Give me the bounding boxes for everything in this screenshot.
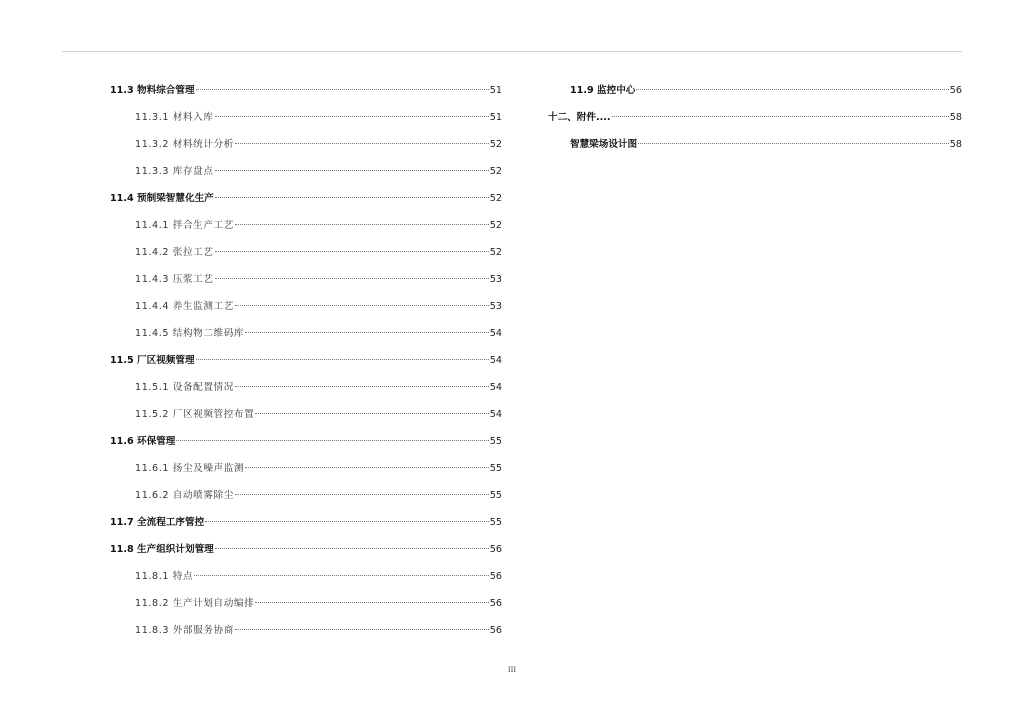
- toc-entry-title: 11.4.3 压浆工艺: [135, 274, 214, 285]
- toc-entry[interactable]: [110, 512, 502, 539]
- toc-entry-title: 11.3.3 库存盘点: [135, 166, 214, 177]
- toc-entry-title: 11.6 环保管理: [110, 436, 176, 447]
- toc-entry[interactable]: [110, 620, 502, 647]
- toc-entry[interactable]: [548, 80, 962, 107]
- toc-entry-page: 52: [489, 220, 502, 231]
- toc-entry-page: 54: [489, 409, 502, 420]
- toc-entry-page: 52: [489, 166, 502, 177]
- toc-entry[interactable]: [110, 80, 502, 107]
- toc-dot-leader: [235, 143, 489, 144]
- toc-entry-page: 56: [949, 85, 962, 96]
- toc-entry[interactable]: [110, 269, 502, 296]
- toc-entry[interactable]: [548, 107, 962, 134]
- toc-dot-leader: [215, 197, 489, 198]
- toc-dot-leader: [215, 170, 489, 171]
- toc-entry[interactable]: [110, 458, 502, 485]
- toc-dot-leader: [196, 359, 489, 360]
- toc-entry[interactable]: [110, 404, 502, 431]
- toc-entry-page: 51: [489, 112, 502, 123]
- toc-dot-leader: [194, 575, 489, 576]
- toc-entry[interactable]: [548, 134, 962, 161]
- toc-entry-page: 52: [489, 193, 502, 204]
- toc-entry-title: 11.8.3 外部服务协商: [135, 625, 234, 636]
- toc-dot-leader: [176, 440, 488, 441]
- toc-entry[interactable]: [110, 296, 502, 323]
- toc-entry-title: 11.3.1 材料入库: [135, 112, 214, 123]
- toc-entry-title: 11.5.1 设备配置情况: [135, 382, 234, 393]
- toc-dot-leader: [205, 521, 489, 522]
- toc-entry-page: 56: [489, 544, 502, 555]
- toc-entry[interactable]: [110, 107, 502, 134]
- toc-entry-page: 55: [489, 436, 502, 447]
- toc-entry-page: 53: [489, 301, 502, 312]
- toc-entry[interactable]: [110, 350, 502, 377]
- toc-entry-title: 11.5.2 厂区视频管控布置: [135, 409, 255, 420]
- toc-entry-title: 11.8.1 特点: [135, 571, 194, 582]
- toc-entry[interactable]: [110, 188, 502, 215]
- toc-entry-page: 55: [489, 490, 502, 501]
- toc-dot-leader: [255, 413, 488, 414]
- toc-entry[interactable]: [110, 134, 502, 161]
- toc-entry-page: 56: [489, 598, 502, 609]
- toc-entry-title: 11.9 监控中心: [570, 85, 636, 96]
- toc-entry-page: 58: [949, 139, 962, 150]
- toc-entry[interactable]: [110, 593, 502, 620]
- toc-entry-page: 55: [489, 517, 502, 528]
- toc-dot-leader: [245, 332, 489, 333]
- footer-page-number: III: [507, 666, 517, 674]
- toc-dot-leader: [245, 467, 489, 468]
- toc-entry-title: 十二、附件....: [548, 112, 611, 123]
- toc-entry-title: 11.4.4 养生监测工艺: [135, 301, 234, 312]
- toc-dot-leader: [235, 494, 489, 495]
- toc-dot-leader: [215, 278, 489, 279]
- toc-entry[interactable]: [110, 242, 502, 269]
- toc-entry[interactable]: [110, 485, 502, 512]
- toc-dot-leader: [215, 251, 489, 252]
- toc-dot-leader: [636, 89, 948, 90]
- toc-column-left: [110, 80, 502, 647]
- toc-entry-title: 11.6.2 自动喷雾除尘: [135, 490, 234, 501]
- toc-entry-page: 55: [489, 463, 502, 474]
- toc-entry-title: 11.5 厂区视频管理: [110, 355, 195, 366]
- toc-entry-title: 11.3 物料综合管理: [110, 85, 195, 96]
- toc-entry[interactable]: [110, 377, 502, 404]
- toc-dot-leader: [255, 602, 488, 603]
- toc-dot-leader: [235, 224, 489, 225]
- toc-entry[interactable]: [110, 566, 502, 593]
- toc-entry-page: 56: [489, 571, 502, 582]
- toc-entry-title: 智慧梁场设计图: [570, 139, 638, 150]
- toc-entry[interactable]: [110, 431, 502, 458]
- toc-entry-page: 52: [489, 247, 502, 258]
- toc-entry-title: 11.6.1 扬尘及噪声监测: [135, 463, 245, 474]
- toc-entry-page: 51: [489, 85, 502, 96]
- header-rule: [62, 51, 962, 52]
- toc-entry-page: 53: [489, 274, 502, 285]
- toc-entry-page: 54: [489, 382, 502, 393]
- toc-dot-leader: [235, 629, 489, 630]
- toc-entry-title: 11.4 预制梁智慧化生产: [110, 193, 214, 204]
- toc-entry-page: 54: [489, 328, 502, 339]
- toc-dot-leader: [235, 386, 489, 387]
- toc-entry[interactable]: [110, 539, 502, 566]
- toc-entry-page: 58: [949, 112, 962, 123]
- toc-entry-page: 56: [489, 625, 502, 636]
- toc-entry[interactable]: [110, 215, 502, 242]
- toc-entry-title: 11.3.2 材料统计分析: [135, 139, 234, 150]
- toc-dot-leader: [638, 143, 949, 144]
- toc-column-right: [548, 80, 962, 161]
- toc-entry[interactable]: [110, 323, 502, 350]
- toc-entry-title: 11.4.2 张拉工艺: [135, 247, 214, 258]
- toc-entry-title: 11.4.1 拌合生产工艺: [135, 220, 234, 231]
- toc-dot-leader: [196, 89, 489, 90]
- toc-entry-title: 11.8 生产组织计划管理: [110, 544, 214, 555]
- toc-entry-title: 11.7 全流程工序管控: [110, 517, 205, 528]
- toc-dot-leader: [215, 116, 489, 117]
- toc-dot-leader: [612, 116, 949, 117]
- toc-entry-title: 11.4.5 结构物二维码库: [135, 328, 245, 339]
- toc-entry-page: 52: [489, 139, 502, 150]
- toc-entry-title: 11.8.2 生产计划自动编排: [135, 598, 255, 609]
- toc-dot-leader: [235, 305, 489, 306]
- toc-entry[interactable]: [110, 161, 502, 188]
- toc-entry-page: 54: [489, 355, 502, 366]
- toc-dot-leader: [215, 548, 489, 549]
